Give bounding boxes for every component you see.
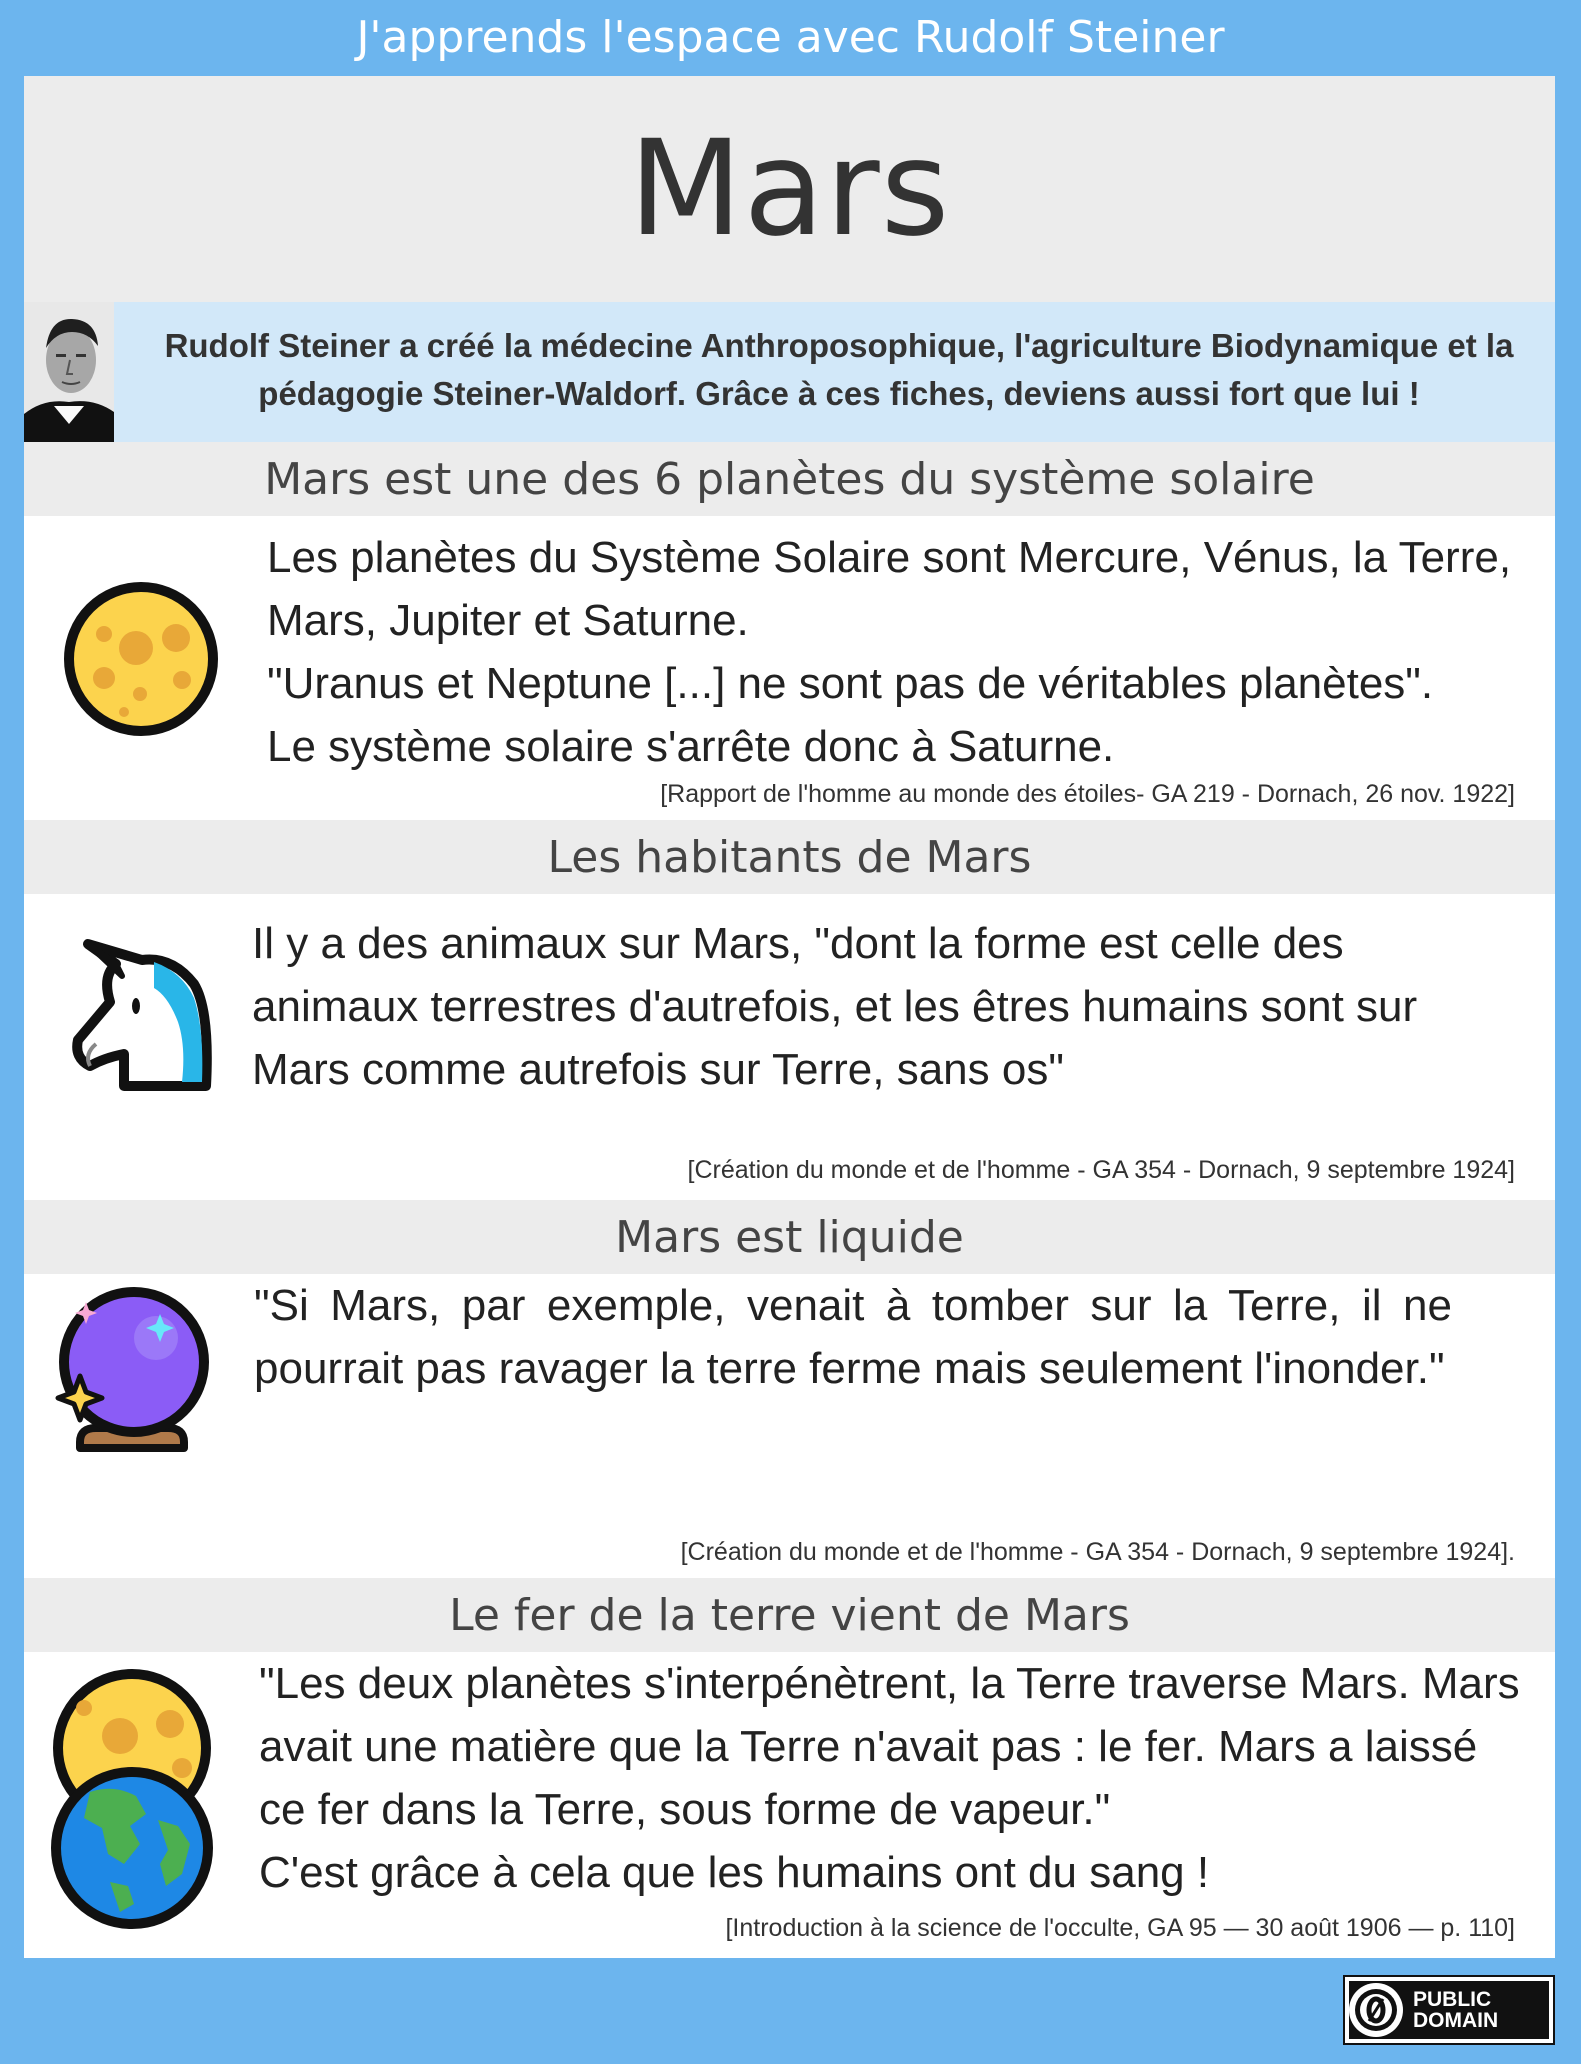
public-domain-label <box>1413 1989 1498 2031</box>
intro-text: Rudolf Steiner a créé la médecine Anthroposophique, l'agriculture Biodynamique et la pédagogie Steiner-Waldorf. Grâce à ces fiches, deviens aussi fort que lui ! <box>164 327 1514 412</box>
intro-banner <box>24 302 1555 442</box>
public-domain-badge-inner <box>1349 1981 1549 2039</box>
title-box <box>24 76 1555 302</box>
section-inhabitants <box>24 894 1555 1200</box>
public-domain-line1: PUBLIC <box>1413 1988 1492 2011</box>
section-iron-text <box>259 1652 1529 1904</box>
section-heading-inhabitants: Les habitants de Mars <box>24 820 1555 894</box>
public-domain-line2: DOMAIN <box>1413 2009 1499 2032</box>
text-line: Le système solaire s'arrête donc à Saturne. <box>267 722 1115 771</box>
crystal-ball-icon <box>52 1280 212 1461</box>
public-domain-badge[interactable] <box>1343 1975 1555 2045</box>
public-domain-icon <box>1347 1981 1405 2039</box>
source-citation: [Introduction à la science de l'occulte, GA 95 — 30 août 1906 — p. 110] <box>725 1914 1515 1942</box>
text-line: Il y a des animaux sur Mars, "dont la forme est celle des animaux terrestres d'autrefois, et les êtres humains sont sur Mars comme autrefois sur Terre, sans os" <box>252 919 1418 1094</box>
moon-icon <box>64 582 218 741</box>
page-title: Mars <box>628 112 951 266</box>
top-banner: J'apprends l'espace avec Rudolf Steiner <box>356 11 1225 63</box>
text-line: "Les deux planètes s'interpénètrent, la Terre traverse Mars. Mars avait une matière que la Terre n'avait pas : le fer. Mars a laissé ce fer dans la Terre, sous forme de vapeur." <box>259 1659 1520 1834</box>
text-line: Les planètes du Système Solaire sont Mercure, Vénus, la Terre, Mars, Jupiter et Saturne. <box>267 533 1512 645</box>
section-planets-text <box>267 526 1517 778</box>
section-iron <box>24 1652 1555 1958</box>
section-heading-liquid: Mars est liquide <box>24 1200 1555 1274</box>
portrait-photo <box>24 302 114 442</box>
text-line: C'est grâce à cela que les humains ont du sang ! <box>259 1848 1210 1897</box>
unicorn-icon <box>54 936 214 1101</box>
source-citation: [Création du monde et de l'homme - GA 354 - Dornach, 9 septembre 1924] <box>687 1156 1515 1184</box>
section-liquid <box>24 1274 1555 1578</box>
text-line: "Si Mars, par exemple, venait à tomber sur la Terre, il ne pourrait pas ravager la terre ferme mais seulement l'inonder." <box>254 1281 1452 1393</box>
section-heading-planets: Mars est une des 6 planètes du système solaire <box>24 442 1555 516</box>
text-line: "Uranus et Neptune [...] ne sont pas de véritables planètes". <box>267 659 1434 708</box>
section-liquid-text <box>254 1274 1452 1400</box>
moon-and-earth-icon <box>50 1668 216 1939</box>
source-citation: [Rapport de l'homme au monde des étoiles- GA 219 - Dornach, 26 nov. 1922] <box>660 780 1515 808</box>
source-citation: [Création du monde et de l'homme - GA 354 - Dornach, 9 septembre 1924]. <box>680 1538 1515 1566</box>
section-inhabitants-text <box>252 912 1522 1101</box>
section-planets <box>24 516 1555 820</box>
section-heading-iron: Le fer de la terre vient de Mars <box>24 1578 1555 1652</box>
info-card <box>24 76 1555 1958</box>
